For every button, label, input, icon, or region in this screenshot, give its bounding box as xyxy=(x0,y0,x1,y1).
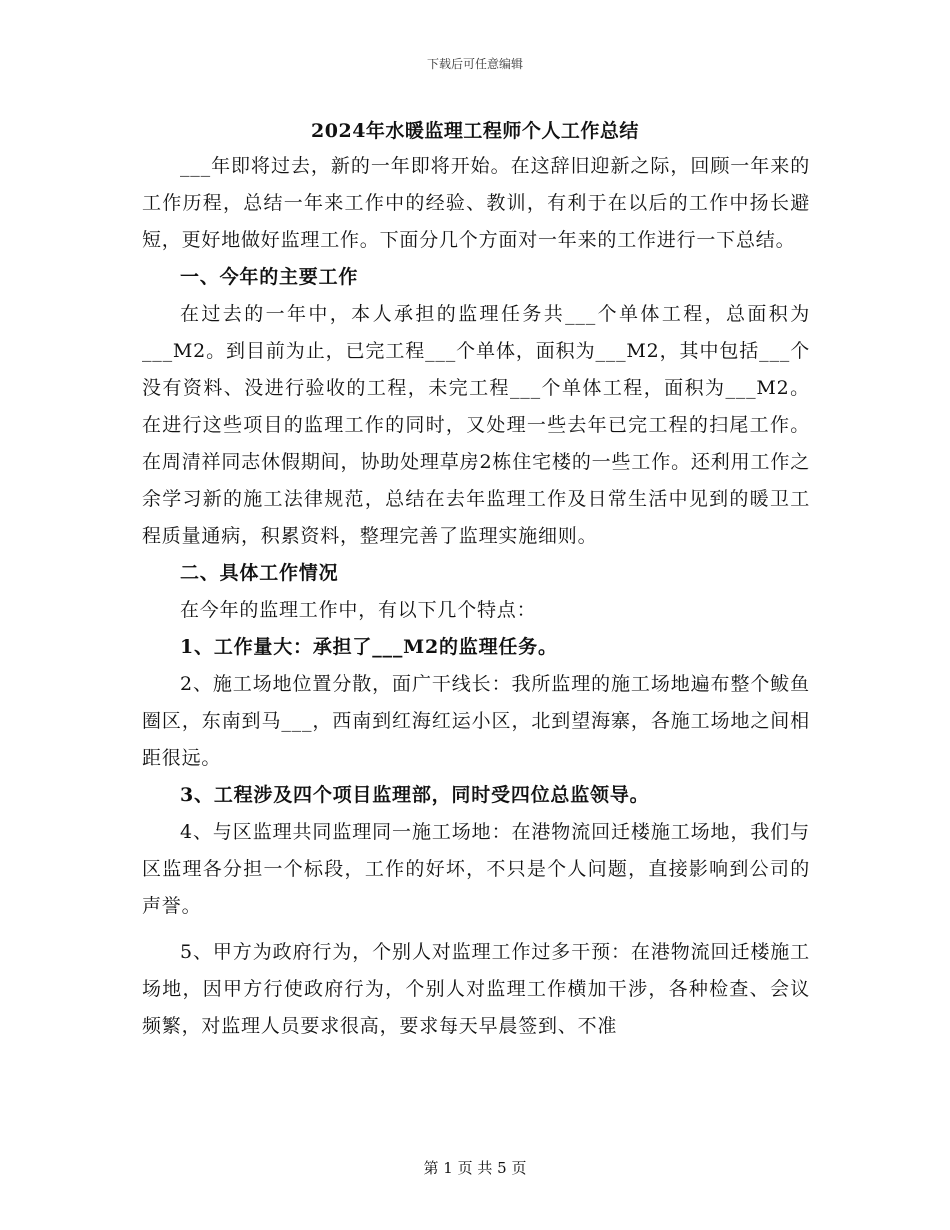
paragraph-features-intro: 在今年的监理工作中，有以下几个特点： xyxy=(180,599,537,621)
document-body xyxy=(142,148,810,1045)
feature-item-2: 2、施工场地位置分散，面广干线长：我所监理的施工场地遍布整个鲅鱼圈区，东南到马___，西南到红海红运小区，北到望海寨，各施工场地之间相距很远。 xyxy=(142,673,810,769)
paragraph-main-work: 在过去的一年中，本人承担的监理任务共___个单体工程，总面积为___M2。到目前为止，已完工程___个单体，面积为___M2，其中包括___个没有资料、没进行验收的工程，未完工程___个单体工程，面积为___M2。在进行这些项目的监理工作的同时，又处理一些去年已完工程的扫尾工作。在周清祥同志休假期间，协助处理草房2栋住宅楼的一些工作。还利用工作之余学习新的施工法律规范，总结在去年监理工作及日常生活中见到的暖卫工程质量通病，积累资料，整理完善了监理实施细则。 xyxy=(142,303,810,547)
feature-item-5: 5、甲方为政府行为，个别人对监理工作过多干预：在港物流回迁楼施工场地，因甲方行使政府行为，个别人对监理工作横加干涉，各种检查、会议频繁，对监理人员要求很高，要求每天早晨签到、不准 xyxy=(142,941,810,1037)
document-title: 2024年水暖监理工程师个人工作总结 xyxy=(311,120,639,142)
feature-item-3: 3、工程涉及四个项目监理部，同时受四位总监领导。 xyxy=(180,784,650,806)
section-heading-1: 一、今年的主要工作 xyxy=(180,266,359,288)
feature-item-4: 4、与区监理共同监理同一施工场地：在港物流回迁楼施工场地，我们与区监理各分担一个标段，工作的好坏，不只是个人问题，直接影响到公司的声誉。 xyxy=(142,821,810,917)
section-heading-2: 二、具体工作情况 xyxy=(180,562,339,584)
paragraph-intro: ___年即将过去，新的一年即将开始。在这辞旧迎新之际，回顾一年来的工作历程，总结一年来工作中的经验、教训，有利于在以后的工作中扬长避短，更好地做好监理工作。下面分几个方面对一年来的工作进行一下总结。 xyxy=(142,155,810,251)
page-number: 第 1 页 共 5 页 xyxy=(423,1159,527,1177)
header-note: 下载后可任意编辑 xyxy=(426,57,523,71)
feature-item-1: 1、工作量大：承担了___M2的监理任务。 xyxy=(180,636,558,658)
